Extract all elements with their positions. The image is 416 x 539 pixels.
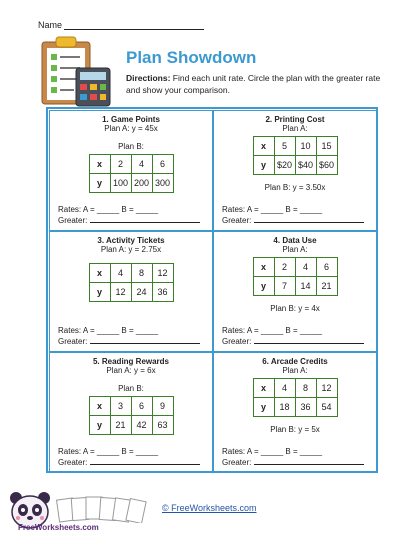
x-value: 4 (274, 379, 295, 398)
y-value: 100 (110, 174, 131, 193)
rate-table (89, 154, 174, 193)
x-value: 3 (110, 397, 131, 416)
y-value: 36 (152, 283, 173, 302)
problem-2 (213, 110, 377, 231)
y-value: 12 (110, 283, 131, 302)
x-header: x (253, 258, 274, 277)
plan-a-line: Plan A: (282, 124, 308, 133)
y-value: 14 (295, 277, 316, 296)
plan-a-line: Plan A: y = 6x (106, 366, 156, 375)
y-header: y (253, 156, 274, 175)
y-header: y (253, 398, 274, 417)
page-title: Plan Showdown (126, 48, 257, 67)
x-value: 2 (274, 258, 295, 277)
y-value: 7 (274, 277, 295, 296)
problem-3 (49, 231, 213, 352)
problem-1 (49, 110, 213, 231)
plan-a-line: Plan A: (282, 366, 308, 375)
x-header: x (253, 379, 274, 398)
x-header: x (253, 137, 274, 156)
y-value: 42 (131, 416, 152, 435)
greater-label: Greater: (222, 458, 252, 467)
x-value: 4 (110, 264, 131, 283)
name-blank[interactable] (64, 29, 204, 30)
greater-label: Greater: (222, 337, 252, 346)
greater-label: Greater: (58, 216, 88, 225)
greater-line[interactable] (58, 337, 200, 346)
problem-grid (46, 107, 378, 473)
x-value: 4 (295, 258, 316, 277)
x-value: 2 (110, 155, 131, 174)
rates-line[interactable]: Rates: A = _____ B = _____ (58, 326, 159, 335)
y-header: y (89, 283, 110, 302)
x-header: x (89, 264, 110, 283)
directions-text: Find each unit rate. Circle the plan with the greater rate and show your comparison. (126, 73, 381, 95)
greater-line[interactable] (58, 216, 200, 225)
rates-line[interactable]: Rates: A = _____ B = _____ (222, 447, 323, 456)
y-value: $60 (316, 156, 337, 175)
greater-line[interactable] (222, 216, 364, 225)
x-value: 9 (152, 397, 173, 416)
y-value: 18 (274, 398, 295, 417)
greater-label: Greater: (58, 337, 88, 346)
plan-b-line: Plan B: y = 4x (270, 304, 320, 313)
problem-heading: 3. Activity Tickets (97, 236, 165, 245)
y-header: y (253, 277, 274, 296)
name-label: Name (38, 20, 63, 30)
y-value: 24 (131, 283, 152, 302)
y-value: 21 (110, 416, 131, 435)
rate-table (89, 263, 174, 302)
footer-copyright-link[interactable]: © FreeWorksheets.com (162, 503, 257, 513)
greater-line[interactable] (222, 458, 364, 467)
y-value: 63 (152, 416, 173, 435)
plan-a-line: Plan A: y = 45x (104, 124, 158, 133)
rates-line[interactable]: Rates: A = _____ B = _____ (222, 326, 323, 335)
rate-table (253, 257, 338, 296)
plan-b-line: Plan B: (118, 142, 144, 151)
x-value: 12 (152, 264, 173, 283)
x-value: 8 (295, 379, 316, 398)
x-value: 5 (274, 137, 295, 156)
greater-line[interactable] (58, 458, 200, 467)
rate-table (253, 136, 338, 175)
problem-4 (213, 231, 377, 352)
problem-heading: 1. Game Points (102, 115, 160, 124)
name-field[interactable] (38, 20, 204, 30)
y-value: 54 (316, 398, 337, 417)
x-value: 4 (131, 155, 152, 174)
brand-logo-text: FreeWorksheets.com (18, 523, 99, 532)
problem-6 (213, 352, 377, 473)
y-value: $20 (274, 156, 295, 175)
greater-label: Greater: (58, 458, 88, 467)
plan-b-line: Plan B: y = 3.50x (264, 183, 326, 192)
directions-label: Directions: (126, 73, 171, 83)
y-value: 21 (316, 277, 337, 296)
plan-a-line: Plan A: (282, 245, 308, 254)
x-value: 6 (152, 155, 173, 174)
rates-line[interactable]: Rates: A = _____ B = _____ (222, 205, 323, 214)
x-header: x (89, 155, 110, 174)
x-header: x (89, 397, 110, 416)
problem-heading: 5. Reading Rewards (92, 357, 170, 366)
directions (126, 72, 384, 96)
problem-5 (49, 352, 213, 473)
rates-line[interactable]: Rates: A = _____ B = _____ (58, 447, 159, 456)
y-value: $40 (295, 156, 316, 175)
plan-a-line: Plan A: y = 2.75x (100, 245, 162, 254)
problem-heading: 4. Data Use (273, 236, 317, 245)
rates-line[interactable]: Rates: A = _____ B = _____ (58, 205, 159, 214)
greater-label: Greater: (222, 216, 252, 225)
y-value: 36 (295, 398, 316, 417)
y-value: 200 (131, 174, 152, 193)
plan-b-line: Plan B: y = 5x (270, 425, 320, 434)
clipboard-calculator-icon (38, 34, 118, 108)
rate-table (253, 378, 338, 417)
problem-heading: 2. Printing Cost (265, 115, 325, 124)
y-header: y (89, 174, 110, 193)
x-value: 12 (316, 379, 337, 398)
y-value: 300 (152, 174, 173, 193)
x-value: 6 (316, 258, 337, 277)
x-value: 6 (131, 397, 152, 416)
rate-table (89, 396, 174, 435)
problem-heading: 6. Arcade Credits (262, 357, 328, 366)
y-header: y (89, 416, 110, 435)
x-value: 15 (316, 137, 337, 156)
worksheet-stack-icon (56, 495, 148, 523)
x-value: 8 (131, 264, 152, 283)
greater-line[interactable] (222, 337, 364, 346)
x-value: 10 (295, 137, 316, 156)
plan-b-line: Plan B: (118, 384, 144, 393)
